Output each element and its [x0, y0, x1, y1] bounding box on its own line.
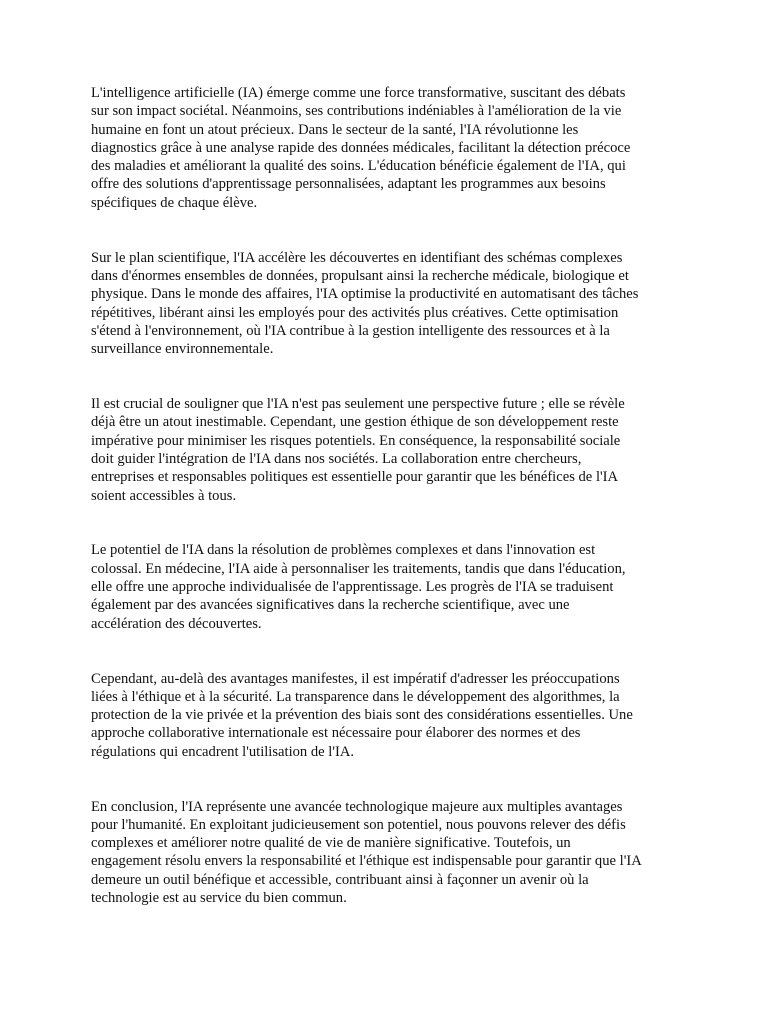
document-page [91, 84, 683, 907]
paragraph-ethics-responsibility: Il est crucial de souligner que l'IA n'est pas seulement une perspective future ; elle se révèle déjà être un atout inestimable. Cependant, une gestion éthique de son développement reste impérative pour minimiser les risques potentiels. En conséquence, la responsabilité sociale doit guider l'intégration de l'IA dans nos sociétés. La collaboration entre chercheurs, entreprises et responsables politiques est essentielle pour garantir que les bénéfices de l'IA soient accessibles à tous. [91, 396, 625, 504]
paragraph-science-business: Sur le plan scientifique, l'IA accélère les découvertes en identifiant des schémas complexes dans d'énormes ensembles de données, propulsant ainsi la recherche médicale, biologique et physique. Dans le monde des affaires, l'IA optimise la productivité en automatisant des tâches répétitives, libérant ainsi les employés pour des activités plus créatives. Cette optimisation s'étend à l'environnement, où l'IA contribue à la gestion intelligente des ressources et à la surveillance environnementale. [91, 249, 639, 358]
paragraph-potential: Le potentiel de l'IA dans la résolution de problèmes complexes et dans l'innovation est colossal. En médecine, l'IA aide à personnaliser les traitements, tandis que dans l'éducation, elle offre une approche individualisée de l'apprentissage. Les progrès de l'IA se traduisent également par des avancées significatives dans la recherche scientifique, avec une accélération des découvertes. [91, 542, 626, 632]
paragraph-conclusion: En conclusion, l'IA représente une avancée technologique majeure aux multiples avantages pour l'humanité. En exploitant judicieusement son potentiel, nous pouvons relever des défis complexes et améliorer notre qualité de vie de manière significative. Toutefois, un engagement résolu envers la responsabilité et l'éthique est indispensable pour garantir que l'IA demeure un outil bénéfique et accessible, contribuant ainsi à façonner un avenir où la technologie est au service du bien commun. [91, 798, 642, 907]
paragraph-introduction: L'intelligence artificielle (IA) émerge comme une force transformative, suscitant des débats sur son impact sociétal. Néanmoins, ses contributions indéniables à l'amélioration de la vie humaine en font un atout précieux. Dans le secteur de la santé, l'IA révolutionne les diagnostics grâce à une analyse rapide des données médicales, facilitant la détection précoce des maladies et améliorant la qualité des soins. L'éducation bénéficie également de l'IA, qui offre des solutions d'apprentissage personnalisées, adaptant les programmes aux besoins spécifiques de chaque élève. [91, 85, 631, 211]
paragraph-concerns: Cependant, au-delà des avantages manifestes, il est impératif d'adresser les préoccupations liées à l'éthique et à la sécurité. La transparence dans le développement des algorithmes, la protection de la vie privée et la prévention des biais sont des considérations essentielles. Une approche collaborative internationale est nécessaire pour élaborer des normes et des régulations qui encadrent l'utilisation de l'IA. [91, 670, 633, 760]
